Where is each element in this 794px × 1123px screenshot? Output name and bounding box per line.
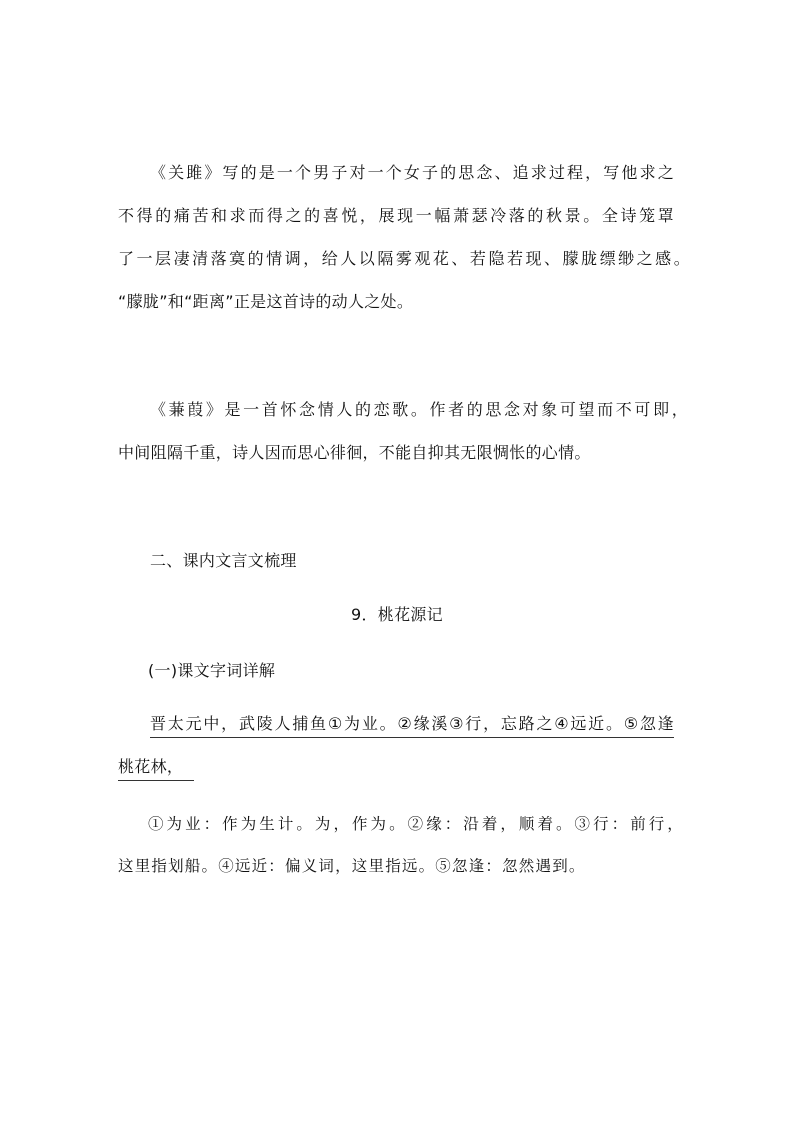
paragraph-guanju-line-1: 《关雎》写的是一个男子对一个女子的思念、追求过程，写他求之 xyxy=(150,163,674,182)
paragraph-jianjia-line-2: 中间阻隔千重，诗人因而思心徘徊，不能自抑其无限惆怅的心情。 xyxy=(118,443,591,462)
paragraph-jianjia-line-1: 《蒹葭》是一首怀念情人的恋歌。作者的思念对象可望而不可即， xyxy=(150,400,688,419)
subsection-heading: (一)课文字词详解 xyxy=(148,661,276,680)
paragraph-guanju-line-4: “朦胧”和“距离”正是这首诗的动人之处。 xyxy=(118,292,414,311)
note-line-2: 这里指划船。④远近：偏义词，这里指远。⑤忽逢：忽然遇到。 xyxy=(118,857,586,875)
lesson-title: 9．桃花源记 xyxy=(351,605,443,624)
note-line-1: ①为业：作为生计。为，作为。②缘：沿着，顺着。③行：前行， xyxy=(148,815,684,833)
paragraph-guanju-line-3: 了一层凄清落寞的情调，给人以隔雾观花、若隐若现、朦胧缥缈之感。 xyxy=(118,249,690,268)
paragraph-guanju-line-2: 不得的痛苦和求而得之的喜悦，展现一幅萧瑟冷落的秋景。全诗笼罩 xyxy=(118,206,674,225)
source-text-line-2: 桃花林， xyxy=(118,757,194,781)
source-text-line-1: 晋太元中，武陵人捕鱼①为业。②缘溪③行，忘路之④远近。⑤忽逢 xyxy=(150,714,674,738)
section-heading: 二、课内文言文梳理 xyxy=(150,551,297,570)
